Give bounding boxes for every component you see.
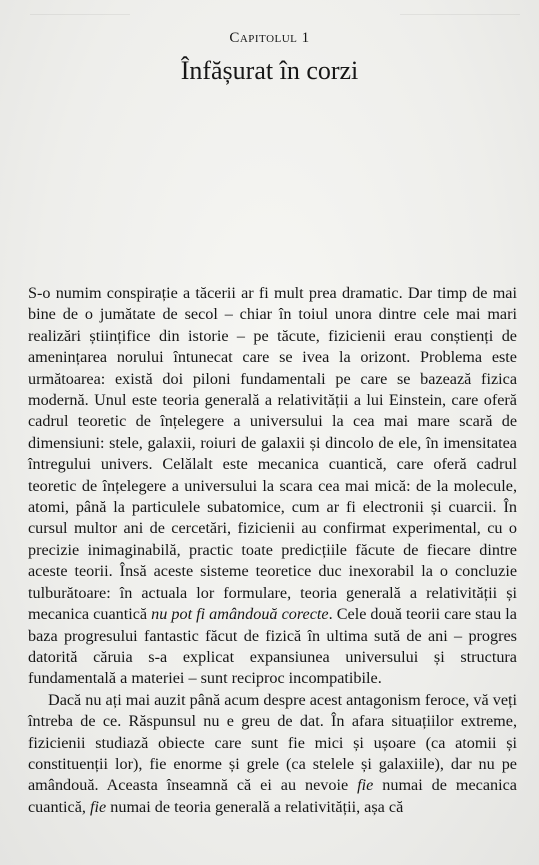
paragraph-2	[28, 690, 517, 818]
show-through-line	[400, 14, 520, 15]
chapter-title: Înfășurat în corzi	[180, 56, 359, 85]
text-segment: numai de mecanica cuantică,	[28, 776, 517, 816]
text-segment: Dacă nu ați mai auzit până acum despre acest antagonism feroce, vă veți întreba de ce. Răspunsul nu e greu de dat. În afara situațiilor extreme, fizicienii studiază obiecte care sunt fie mici și ușoare (ca atomii și constituenții lor), fie enorme și grele (ca stelele și galaxiile), dar nu pe amândouă. Aceasta înseamnă că ei au nevoie	[28, 690, 517, 795]
chapter-body	[28, 283, 517, 818]
italic-segment: fie	[357, 776, 374, 795]
text-segment: numai de teoria generală a relativității, așa că	[106, 797, 404, 816]
show-through-line	[30, 14, 130, 15]
italic-segment: nu pot fi amândouă corecte	[151, 605, 329, 624]
paragraph-1	[28, 283, 517, 690]
chapter-label: Capitolul 1	[229, 30, 310, 46]
text-segment: S-o numim conspirație a tăcerii ar fi mult prea dramatic. Dar timp de mai bine de o jumătate de secol – chiar în toiul unora dintre cele mai mari realizări științifice din istorie – pe tăcute, fizicienii erau conștienți de amenințarea norului întunecat care se ivea la orizont. Problema este următoarea: există doi piloni fundamentali pe care se bazează fizica modernă. Unul este teoria generală a relativității a lui Einstein, care oferă cadrul teoretic de înțelegere a universului la cea mai mare scară de dimensiuni: stele, galaxii, roiuri de galaxii și dincolo de ele, în imensitatea întregului univers. Celălalt este mecanica cuantică, care oferă cadrul teoretic de înțelegere a universului la scara cea mai mică: de la molecule, atomi, până la particulele subatomice, cum ar fi electronii și cuarcii. În cursul multor ani de cercetări, fizicienii au confirmat experimental, cu o precizie inimaginabilă, practic toate predicțiile făcute de fiecare dintre aceste teorii. Însă aceste sisteme teoretice duc inexorabil la o concluzie tulburătoare: în actuala lor formulare, teoria generală a relativității și mecanica cuantică	[28, 284, 517, 624]
italic-segment: fie	[90, 797, 107, 816]
text-segment: . Cele două teorii care stau la baza progresului fantastic făcut de fizică în ultima sută de ani – progres datorită căruia s-a explicat expansiunea universului și structura fundamentală a materiei – sunt reciproc incompatibile.	[28, 605, 517, 688]
